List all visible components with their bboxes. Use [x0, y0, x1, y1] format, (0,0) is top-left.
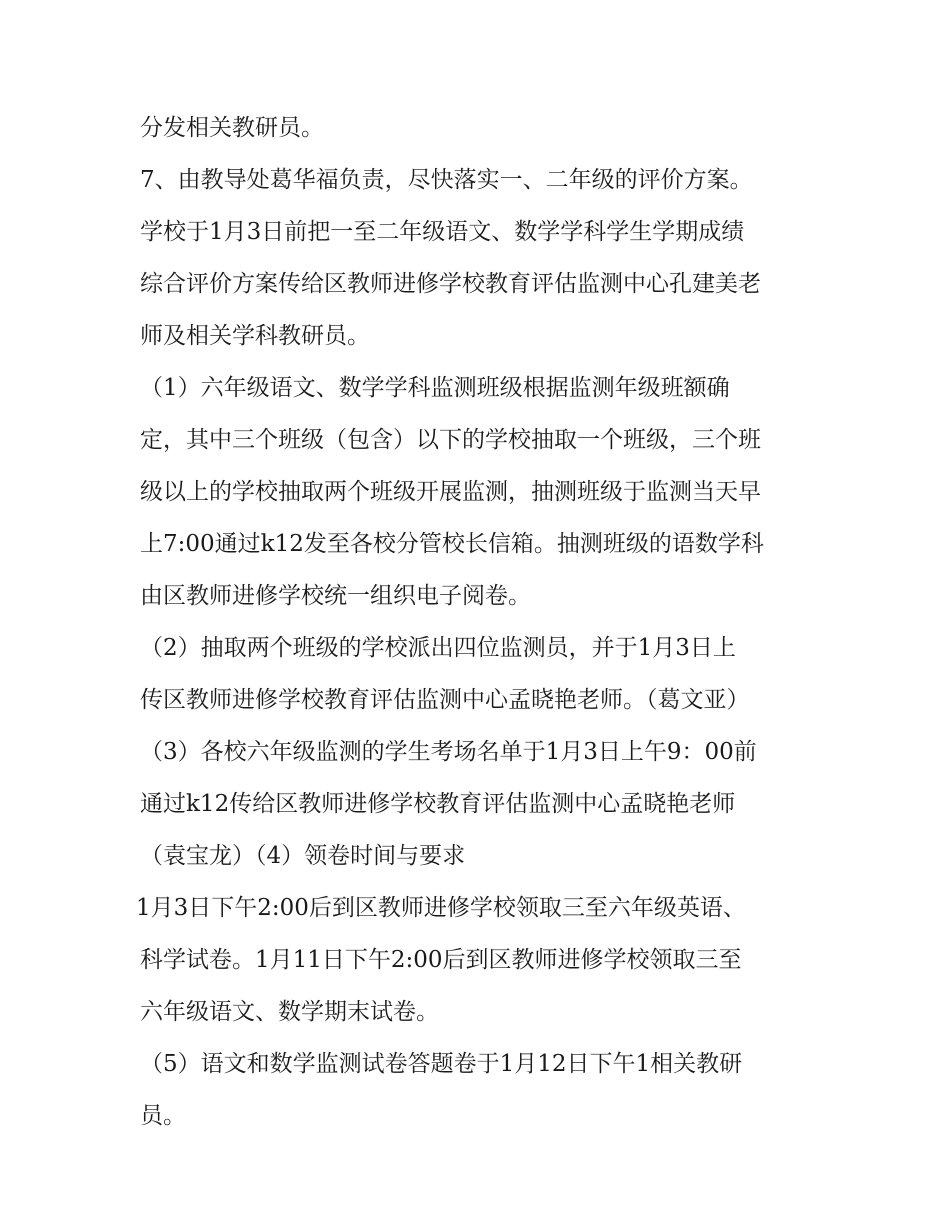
text-line: 传区教师进修学校教育评估监测中心孟晓艳老师。（葛文亚） [140, 687, 750, 713]
text-line: （1）六年级语文、数学学科监测班级根据监测年级班额确 [140, 375, 730, 401]
text-line: 7、由教导处葛华福负责，尽快落实一、二年级的评价方案。 [140, 167, 753, 193]
text-line: （2）抽取两个班级的学校派出四位监测员，并于1月3日上 [140, 635, 736, 661]
text-line: 通过k12传给区教师进修学校教育评估监测中心孟晓艳老师 [140, 791, 736, 817]
text-line: 综合评价方案传给区教师进修学校教育评估监测中心孔建美老 [140, 271, 761, 297]
text-line: （袁宝龙）（4）领卷时间与要求 [140, 843, 466, 869]
text-line: 上7:00通过k12发至各校分管校长信箱。抽测班级的语数学科 [140, 531, 764, 557]
text-line: 员。 [140, 1103, 186, 1129]
text-line: 学校于1月3日前把一至二年级语文、数学学科学生学期成绩 [140, 219, 745, 245]
text-line: 分发相关教研员。 [140, 115, 324, 141]
text-line: 级以上的学校抽取两个班级开展监测，抽测班级于监测当天早 [140, 479, 761, 505]
text-line: （5）语文和数学监测试卷答题卷于1月12日下午1相关教研 [140, 1051, 743, 1077]
text-line: 科学试卷。1月11日下午2:00后到区教师进修学校领取三至 [140, 947, 742, 973]
text-line: 师及相关学科教研员。 [140, 323, 370, 349]
text-line: （3）各校六年级监测的学生考场名单于1月3日上午9：00前 [140, 739, 757, 765]
text-line: 由区教师进修学校统一组织电子阅卷。 [140, 583, 531, 609]
text-line: 1月3日下午2:00后到区教师进修学校领取三至六年级英语、 [136, 895, 746, 921]
text-line: 定，其中三个班级（包含）以下的学校抽取一个班级，三个班 [140, 427, 761, 453]
text-line: 六年级语文、数学期末试卷。 [140, 999, 439, 1025]
